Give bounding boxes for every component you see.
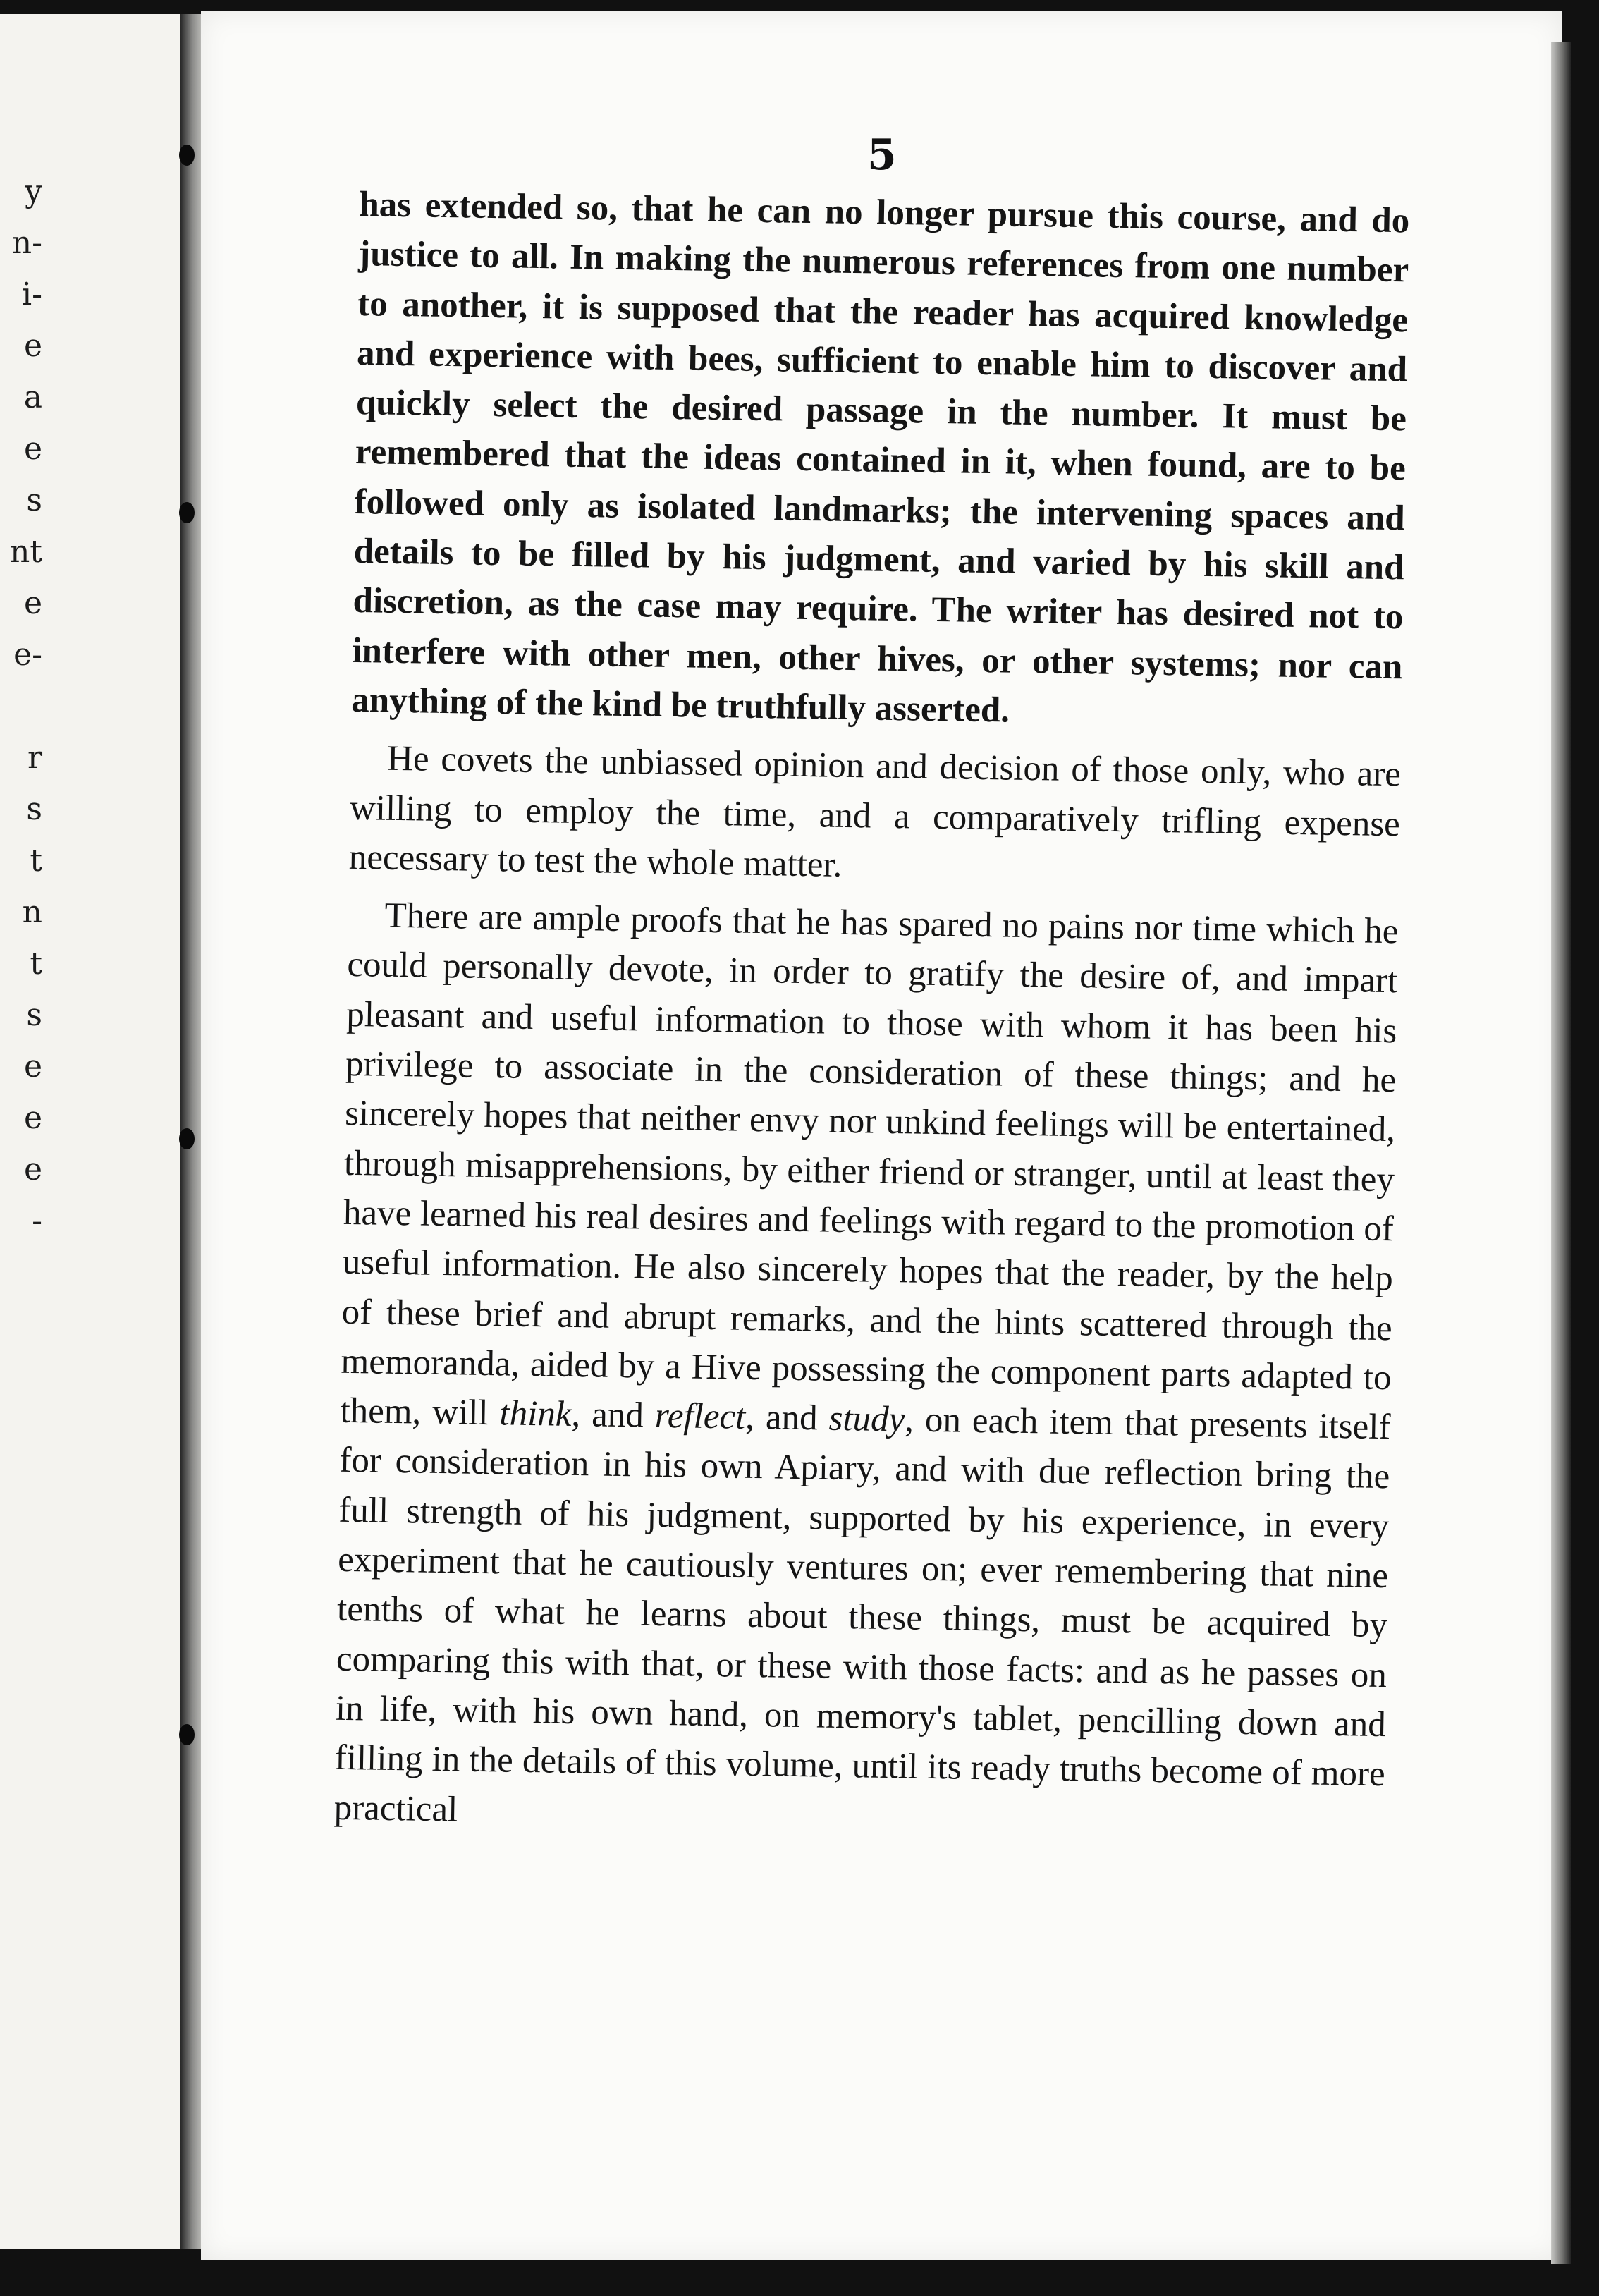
facing-page-fragment: s xyxy=(26,997,42,1033)
facing-page-edge xyxy=(0,14,184,2249)
facing-page-fragment: e- xyxy=(13,637,42,673)
facing-page-fragment: s xyxy=(26,482,42,518)
facing-page-fragment: - xyxy=(32,1203,42,1239)
facing-page-fragment: e xyxy=(23,1049,42,1085)
paragraph-2: He covets the unbiassed opinion and decision of those only, who are willing to employ the time, and a comparatively trifling expense necessary to test the whole matter. xyxy=(348,738,1402,885)
facing-page-fragment: e xyxy=(23,431,42,467)
facing-page-fragment xyxy=(0,680,42,732)
facing-page-fragment: i- xyxy=(22,276,42,312)
facing-page-fragment: s xyxy=(26,791,42,827)
italic-study: study xyxy=(828,1398,905,1440)
facing-page-fragment: a xyxy=(23,379,42,415)
facing-page-fragment: e xyxy=(23,328,42,364)
facing-page-text-fragments xyxy=(0,166,42,1247)
facing-page-fragment: e xyxy=(23,1100,42,1136)
separator: , and xyxy=(745,1397,819,1439)
binding-thread xyxy=(179,145,195,166)
facing-page-fragment: e xyxy=(23,585,42,621)
page-body xyxy=(333,180,1410,1857)
binding-thread xyxy=(179,1128,195,1149)
facing-page-fragment: n- xyxy=(11,225,42,261)
italic-reflect: reflect xyxy=(654,1396,746,1437)
italic-think: think xyxy=(499,1393,572,1435)
facing-page-fragment: t xyxy=(30,946,42,982)
facing-page-fragment: t xyxy=(30,843,42,879)
page-edge-shadow xyxy=(1551,42,1571,2264)
facing-page-fragment: y xyxy=(25,173,42,209)
binding-thread xyxy=(179,1724,195,1745)
facing-page-fragment: n xyxy=(22,894,42,930)
page-number: 5 xyxy=(867,130,897,180)
paragraph-3 xyxy=(333,891,1399,1849)
facing-page-fragment: nt xyxy=(9,534,42,570)
separator: , and xyxy=(571,1395,644,1436)
binding-thread xyxy=(179,502,195,523)
facing-page-fragment: r xyxy=(27,740,42,776)
facing-page-fragment: e xyxy=(23,1152,42,1187)
paragraph-1: has extended so, that he can no longer pursue this course, and do justice to all. In making the numerous references from one number to another, it is supposed that the reader has acquired knowledge and experience with bees, sufficient to enable him to discover and quickly select the desired passage in the number. It must be remembered that the ideas contained in it, when found, are to be followed only as isolated landmarks; the intervening spaces and details to be filled by his judgment, and varied by his skill and discretion, as the case may require. The writer has desired not to interfere with other men, other hives, or other systems; nor can anything of the kind be truthfully asserted. xyxy=(350,184,1410,731)
paragraph-3-text-a: There are ample proofs that he has spared no pains nor time which he could personally devote, in order to gratify the desire of, and impart pleasant and useful information to those with whom it has been his privilege to associate in the consideration of these things; and he sincerely hopes that neither envy nor unkind feelings will be entertained, through misapprehensions, by either friend or stranger, until at least they have learned his real desires and feelings with regard to the promotion of useful information. He also sincerely hopes that the reader, by the help of these brief and abrupt remarks, and the hints scattered through the memoranda, aided by a Hive possessing the component parts adapted to them, will xyxy=(340,896,1399,1434)
paragraph-3-text-b: , on each item that presents itself for consideration in his own Apiary, and with due reflection bring the full strength of his judgment, supported by his experience, in every experiment that he cautiously ventures on; ever remembering that nine tenths of what he learns about these things, must be acquired by comparing this with that, or these with those facts: and as he passes on in life, with his own hand, on memory's tablet, pencilling down and filling in the details of this volume, until its ready truths become of more practical xyxy=(333,1400,1391,1829)
